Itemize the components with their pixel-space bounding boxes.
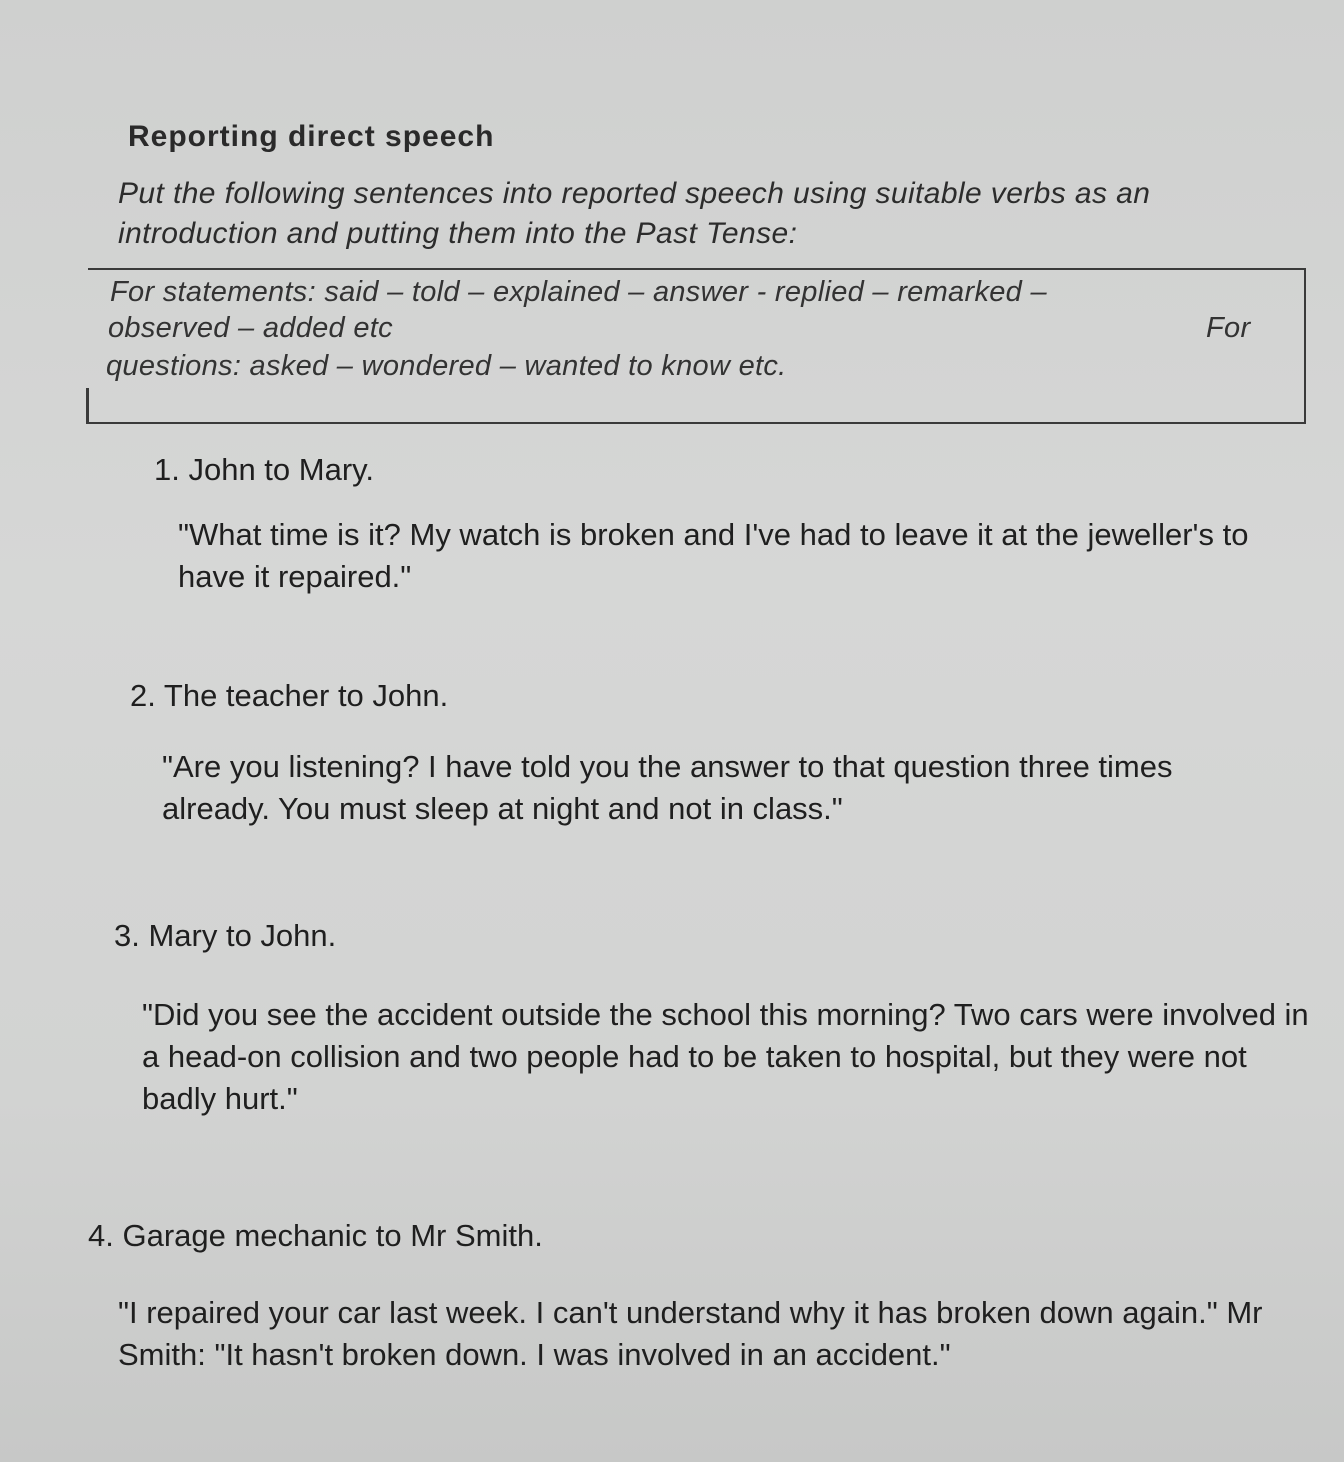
- exercise-3-heading: 3. Mary to John.: [114, 918, 337, 953]
- verb-list-questions: questions: asked – wondered – wanted to know etc.: [106, 350, 787, 382]
- page-title: Reporting direct speech: [128, 120, 495, 153]
- exercise-3-quote: "Did you see the accident outside the school this morning? Two cars were involved in a head-on collision and two people had to be taken to hospital, but they were not badly hurt.": [142, 997, 1309, 1116]
- instructions-text: Put the following sentences into reported speech using suitable verbs as an introduction and putting them into the Past Tense:: [118, 177, 1151, 250]
- exercise-4-quote: "I repaired your car last week. I can't understand why it has broken down again." Mr Smith: "It hasn't broken down. I was involved in an accident.": [118, 1295, 1263, 1372]
- exercise-2-quote: "Are you listening? I have told you the answer to that question three times already. You must sleep at night and not in class.": [162, 749, 1173, 826]
- box-border-tick: [86, 388, 89, 424]
- exercise-2-heading: 2. The teacher to John.: [130, 678, 449, 713]
- exercise-1-heading: 1. John to Mary.: [154, 452, 374, 487]
- verb-list-statements: For statements: said – told – explained – answer - replied – remarked –: [110, 276, 1047, 308]
- verb-list-statements-cont: observed – added etc: [108, 312, 393, 344]
- verb-list-for: For: [1206, 312, 1251, 344]
- exercise-1-quote: "What time is it? My watch is broken and I've had to leave it at the jeweller's to have it repaired.": [178, 517, 1249, 594]
- exercise-4-heading: 4. Garage mechanic to Mr Smith.: [88, 1218, 543, 1253]
